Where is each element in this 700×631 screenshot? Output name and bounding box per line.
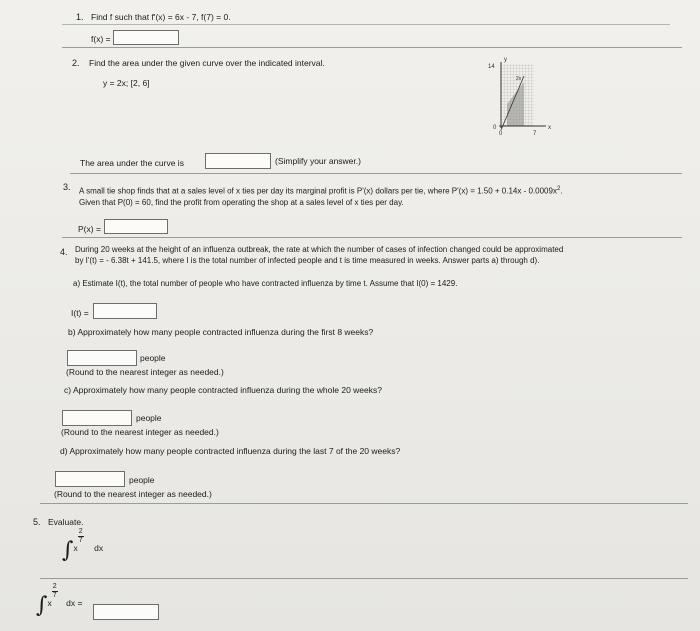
graph-y-tick-zero: 0 [493, 125, 497, 131]
q5-answer-input[interactable] [93, 604, 159, 620]
q4-part-b-input[interactable] [67, 350, 137, 366]
graph-x-tick-right: 7 [533, 131, 537, 137]
graph-x-label: x [548, 125, 551, 131]
divider [62, 24, 670, 25]
integral-sign-icon: ∫ [62, 538, 74, 563]
q2-function: y = 2x; [2, 6] [103, 78, 150, 88]
q5-answer-expression [36, 583, 83, 618]
q4-part-c-unit: people [136, 413, 162, 423]
graph-x-tick-zero: 0 [499, 131, 503, 137]
q3-answer-label: P(x) = [78, 224, 101, 234]
graph-y-tick-top: 14 [488, 64, 495, 70]
q4-part-b-note: (Round to the nearest integer as needed.) [66, 367, 224, 377]
q4-number: 4. [60, 247, 68, 257]
graph-y-label: y [504, 57, 507, 63]
area-graph [480, 50, 570, 142]
q4-part-d-note: (Round to the nearest integer as needed.) [54, 489, 212, 499]
q4-part-c-input[interactable] [62, 410, 132, 426]
q5-integral-expression [62, 528, 104, 563]
q4-part-a-label: I(t) = [71, 308, 89, 318]
q2-answer-suffix: (Simplify your answer.) [275, 156, 361, 166]
divider [70, 173, 682, 174]
q5-base: x [73, 543, 78, 553]
q1-prompt: Find f such that f'(x) = 6x - 7, f(7) = 0. [91, 12, 231, 22]
q4-part-d-input[interactable] [55, 471, 125, 487]
q4-part-d: d) Approximately how many people contracted influenza during the last 7 of the 20 weeks? [60, 446, 401, 456]
q4-part-a-input[interactable] [93, 303, 157, 319]
q3-line2: Given that P(0) = 60, find the profit from operating the shop at a sales level of x ties per day. [79, 198, 404, 207]
q4-part-b: b) Approximately how many people contracted influenza during the first 8 weeks? [68, 327, 374, 337]
q4-part-a: a) Estimate I(t), the total number of people who have contracted influenza by time t. Assume that I(0) = 1429. [73, 279, 458, 288]
q5-exponent: $\frac{2}{7}$ [78, 528, 83, 544]
divider [40, 503, 688, 504]
q5-answer-exponent: $\frac{2}{7}$ [52, 583, 57, 599]
q3-line1: A small tie shop finds that at a sales level of x ties per day its marginal profit is P'(x) dollars per tie, where $P'(x) = 1.50 + 0.14x - 0.0009x^2$. [79, 186, 563, 196]
q5-prompt: Evaluate. [48, 517, 84, 527]
q5-dx-eq: dx = [66, 598, 83, 608]
q4-part-b-unit: people [140, 353, 166, 363]
q4-line1: During 20 weeks at the height of an influenza outbreak, the rate at which the number of cases of infection changed could be approximated [75, 245, 564, 254]
divider [62, 47, 682, 48]
q2-answer-prefix: The area under the curve is [80, 158, 184, 168]
graph-region-label: 2x [516, 76, 522, 82]
q4-part-c-note: (Round to the nearest integer as needed.) [61, 427, 219, 437]
q5-number: 5. [33, 517, 41, 527]
q1-answer-input[interactable] [113, 30, 179, 45]
divider [62, 237, 682, 238]
q3-exponent: 2 [556, 186, 561, 192]
q1-answer-label: f(x) = [91, 34, 111, 44]
q3-answer-input[interactable] [104, 219, 168, 234]
q4-part-c: c) Approximately how many people contracted influenza during the whole 20 weeks? [64, 385, 382, 395]
graph-svg [480, 50, 570, 142]
q2-answer-input[interactable] [205, 153, 271, 169]
integral-sign-icon: ∫ [36, 593, 48, 618]
q5-dx: dx [94, 543, 104, 553]
q4-part-d-unit: people [129, 475, 155, 485]
q2-number: 2. [72, 58, 80, 68]
q5-answer-base: x [47, 598, 52, 608]
q2-prompt: Find the area under the given curve over the indicated interval. [89, 58, 325, 68]
q4-line2: by I'(t) = - 6.38t + 141.5, where I is the total number of infected people and t is time measured in weeks. Answer parts a) through d). [75, 256, 540, 265]
q3-number: 3. [63, 182, 71, 192]
divider [40, 578, 688, 579]
q1-number: 1. [76, 12, 84, 22]
